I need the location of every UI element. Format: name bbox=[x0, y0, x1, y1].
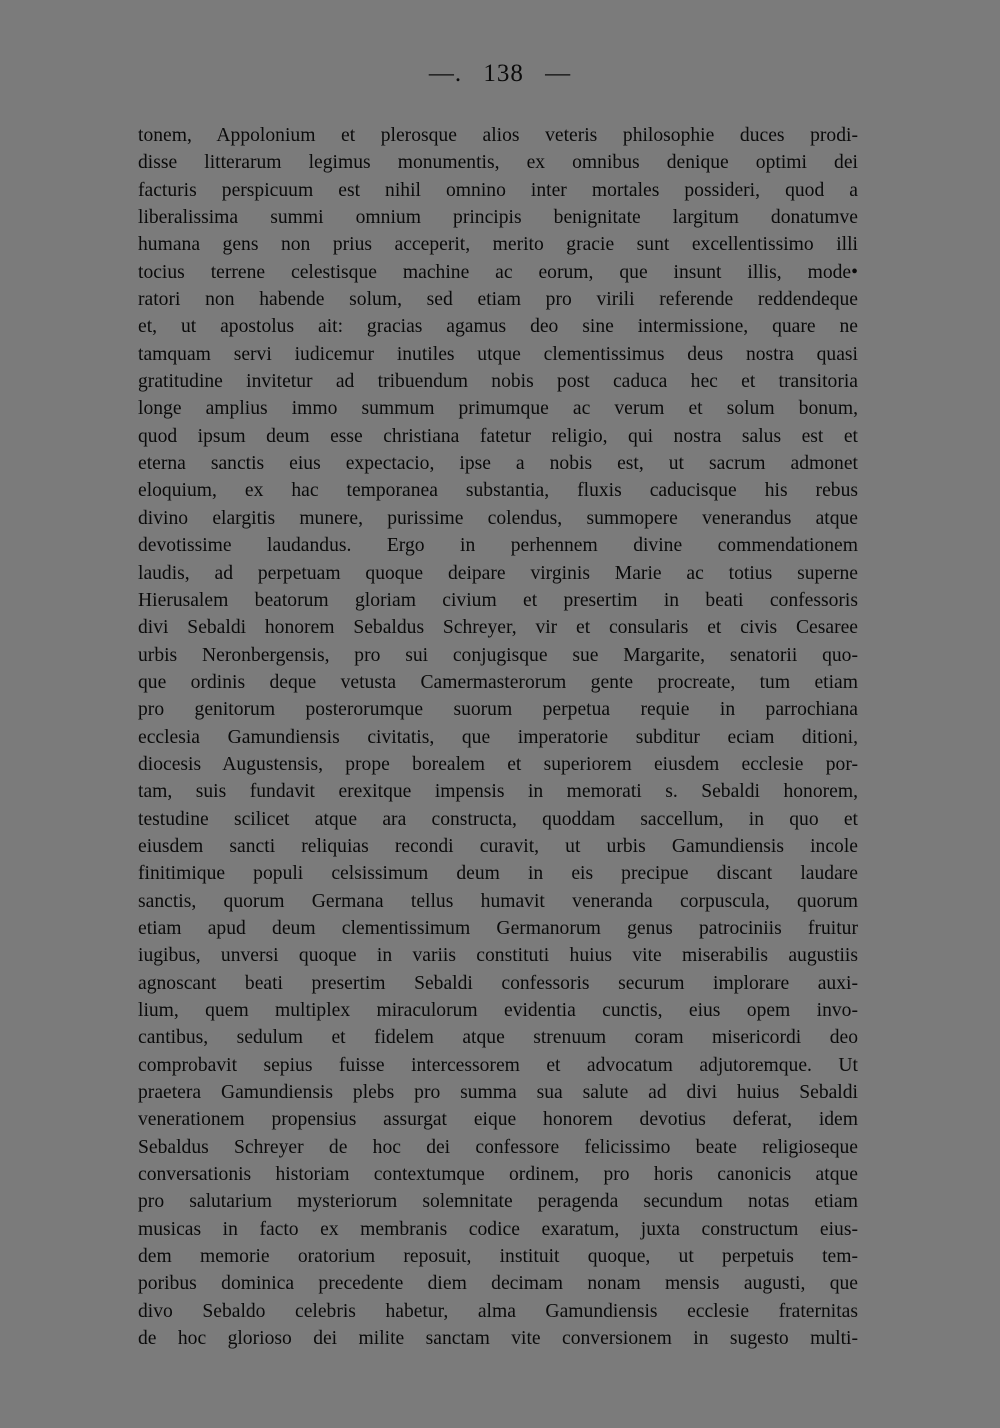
text-line: pro salutarium mysteriorum solemnitate peragenda secundum notas etiam bbox=[138, 1191, 858, 1213]
text-line: liberalissima summi omnium principis benignitate largitum donatumve bbox=[138, 207, 858, 229]
text-line: Hierusalem beatorum gloriam civium et presertim in beati confessoris bbox=[138, 589, 858, 611]
text-line: eloquium, ex hac temporanea substantia, fluxis caducisque his rebus bbox=[138, 480, 858, 502]
text-line: testudine scilicet atque ara constructa, quoddam saccellum, in quo et bbox=[138, 808, 858, 830]
text-line: gratitudine invitetur ad tribuendum nobis post caduca hec et transitoria bbox=[138, 371, 858, 393]
text-line: agnoscant beati presertim Sebaldi confessoris securum implorare auxi- bbox=[138, 972, 858, 994]
text-line: comprobavit sepius fuisse intercessorem et advocatum adjutoremque. Ut bbox=[138, 1054, 858, 1076]
text-line: divino elargitis munere, purissime colendus, summopere venerandus atque bbox=[138, 507, 858, 529]
text-line: tam, suis fundavit erexitque impensis in memorati s. Sebaldi honorem, bbox=[138, 781, 858, 803]
text-line: etiam apud deum clementissimum Germanorum genus patrociniis fruitur bbox=[138, 917, 858, 939]
text-line: et, ut apostolus ait: gracias agamus deo sine intermissione, quare ne bbox=[138, 316, 858, 338]
text-line: poribus dominica precedente diem decimam nonam mensis augusti, que bbox=[138, 1273, 858, 1295]
text-line: de hoc glorioso dei milite sanctam vite conversionem in sugesto multi- bbox=[138, 1328, 858, 1350]
text-line: ratori non habende solum, sed etiam pro virili referende reddendeque bbox=[138, 289, 858, 311]
text-line: humana gens non prius acceperit, merito gracie sunt excellentissimo illi bbox=[138, 234, 858, 256]
text-line: divo Sebaldo celebris habetur, alma Gamundiensis ecclesie fraternitas bbox=[138, 1300, 858, 1322]
text-line: dem memorie oratorium reposuit, instituit quoque, ut perpetuis tem- bbox=[138, 1246, 858, 1268]
text-line: cantibus, sedulum et fidelem atque strenuum coram misericordi deo bbox=[138, 1027, 858, 1049]
text-line: lium, quem multiplex miraculorum evidentia cunctis, eius opem invo- bbox=[138, 1000, 858, 1021]
text-line: finitimique populi celsissimum deum in eis precipue discant laudare bbox=[138, 863, 858, 885]
text-line: eterna sanctis eius expectacio, ipse a nobis est, ut sacrum admonet bbox=[138, 453, 858, 475]
text-line: que ordinis deque vetusta Camermasterorum gente procreate, tum etiam bbox=[138, 671, 858, 693]
text-line: tocius terrene celestisque machine ac eorum, que insunt illis, mode• bbox=[138, 261, 858, 283]
text-line: devotissime laudandus. Ergo in perhennem divine commendationem bbox=[138, 535, 858, 557]
text-line: venerationem propensius assurgat eique honorem devotius deferat, idem bbox=[138, 1109, 858, 1131]
text-line: diocesis Augustensis, prope borealem et superiorem eiusdem ecclesie por- bbox=[138, 753, 858, 775]
text-line: urbis Neronbergensis, pro sui conjugisque sue Margarite, senatorii quo- bbox=[138, 644, 858, 666]
page-header bbox=[0, 60, 1000, 88]
page-number: 138 bbox=[483, 60, 524, 87]
text-line: tonem, Appolonium et plerosque alios veteris philosophie duces prodi- bbox=[138, 125, 858, 146]
text-line: tamquam servi iudicemur inutiles utque clementissimus deus nostra quasi bbox=[138, 343, 858, 365]
text-line: longe amplius immo summum primumque ac verum et solum bonum, bbox=[138, 398, 858, 420]
text-line: praetera Gamundiensis plebs pro summa sua salute ad divi huius Sebaldi bbox=[138, 1082, 858, 1104]
text-line: disse litterarum legimus monumentis, ex omnibus denique optimi dei bbox=[138, 152, 858, 174]
text-line: facturis perspicuum est nihil omnino inter mortales possideri, quod a bbox=[138, 179, 858, 201]
header-dash-left: —. bbox=[428, 60, 463, 87]
body-text bbox=[138, 122, 858, 1352]
text-line: divi Sebaldi honorem Sebaldus Schreyer, vir et consularis et civis Cesaree bbox=[138, 617, 858, 639]
text-line: laudis, ad perpetuam quoque deipare virginis Marie ac totius superne bbox=[138, 562, 858, 584]
header-dash-right: — bbox=[545, 60, 572, 87]
text-line: Sebaldus Schreyer de hoc dei confessore felicissimo beate religioseque bbox=[138, 1136, 858, 1158]
text-line: iugibus, unversi quoque in variis constituti huius vite miserabilis augustiis bbox=[138, 945, 858, 967]
text-line: conversationis historiam contextumque ordinem, pro horis canonicis atque bbox=[138, 1164, 858, 1186]
text-line: sanctis, quorum Germana tellus humavit veneranda corpuscula, quorum bbox=[138, 890, 858, 912]
text-line: ecclesia Gamundiensis civitatis, que imperatorie subditur eciam ditioni, bbox=[138, 726, 858, 748]
text-line: quod ipsum deum esse christiana fatetur religio, qui nostra salus est et bbox=[138, 425, 858, 447]
text-line: musicas in facto ex membranis codice exaratum, juxta constructum eius- bbox=[138, 1218, 858, 1240]
text-line: eiusdem sancti reliquias recondi curavit, ut urbis Gamundiensis incole bbox=[138, 835, 858, 857]
text-line: pro genitorum posterorumque suorum perpetua requie in parrochiana bbox=[138, 699, 858, 721]
